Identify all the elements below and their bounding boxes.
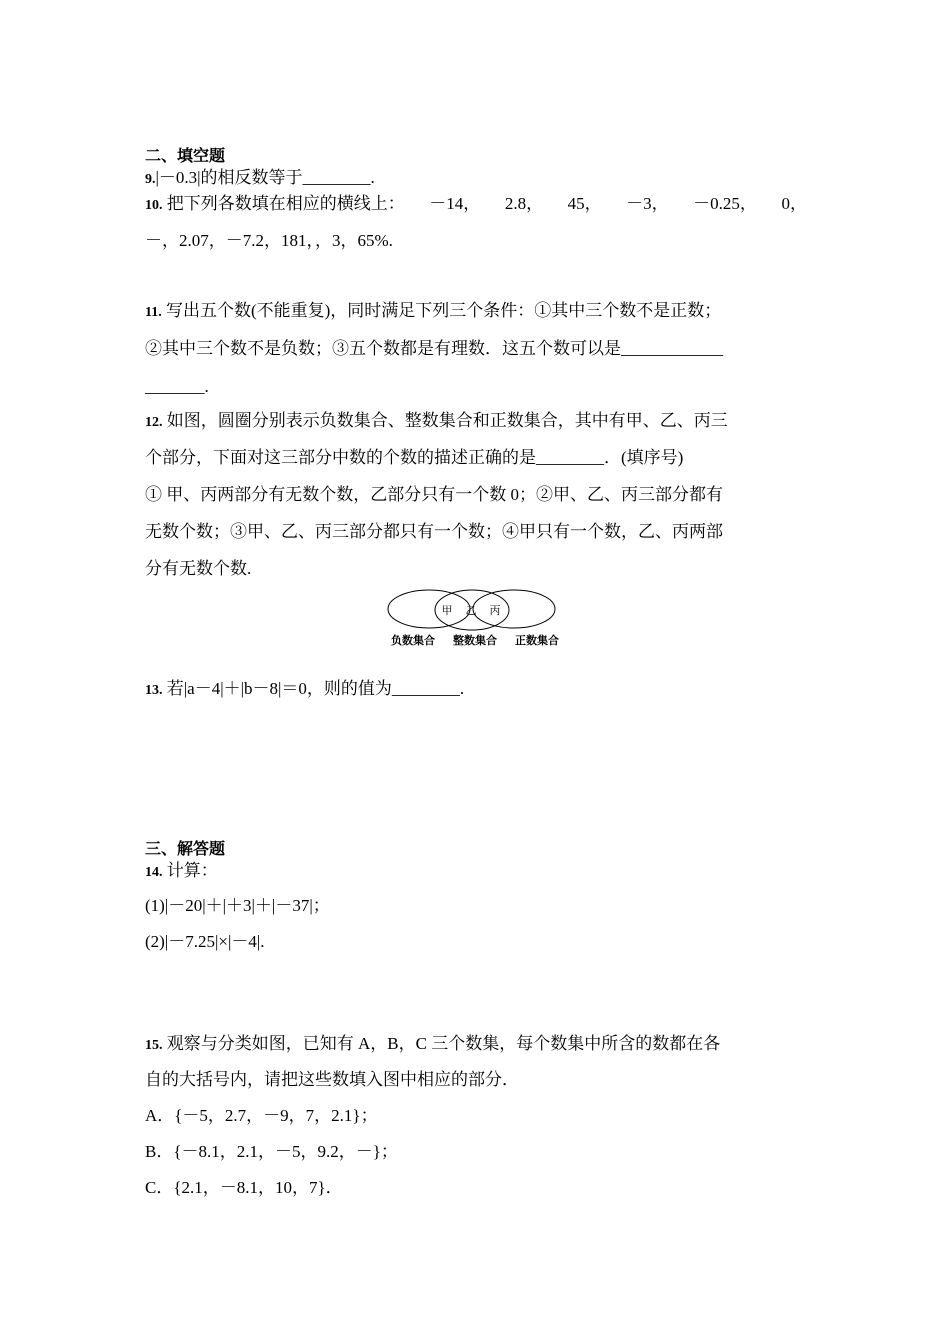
question-text: 如图，圆圈分别表示负数集合、整数集合和正数集合，其中有甲、乙、丙三 — [166, 411, 728, 430]
question-text: 把下列各数填在相应的横线上： — [166, 194, 405, 213]
region-yi: 乙 — [465, 604, 477, 617]
number-token: －3， — [626, 194, 669, 213]
question-12-line5: 分有无数个数. — [145, 559, 252, 578]
number-token: －14， — [429, 194, 481, 213]
question-number: 14. — [145, 865, 163, 880]
question-14-part1: (1)|－20|＋|＋3|＋|－37|； — [145, 896, 330, 915]
label-negative-set: 负数集合 — [391, 634, 435, 647]
question-number: 12. — [145, 415, 163, 430]
question-text: 若|a－4|＋|b－8|＝0，则的值为________. — [166, 679, 465, 698]
question-9 — [145, 167, 375, 191]
question-text: 观察与分类如图，已知有 A，B，C 三个数集，每个数集中所含的数都在各 — [166, 1034, 721, 1053]
question-15-line2: 自的大括号内，请把这些数填入图中相应的部分． — [145, 1070, 519, 1089]
label-positive-set: 正数集合 — [515, 634, 559, 647]
question-11-line3: _______. — [145, 377, 209, 396]
set-a: A．{－5，2.7，－9，7，2.1}； — [145, 1106, 378, 1125]
positive-set-ellipse — [473, 590, 555, 628]
question-text: 写出五个数(不能重复)，同时满足下列三个条件：①其中三个数不是正数； — [165, 301, 722, 320]
question-14-part2: (2)|－7.25|×|－4|. — [145, 932, 265, 951]
number-token: 2.8， — [504, 194, 544, 213]
question-11-line1 — [145, 300, 721, 324]
question-11-line2: ②其中三个数不是负数；③五个数都是有理数．这五个数可以是____________ — [145, 339, 723, 358]
number-token: －0.25， — [693, 194, 757, 213]
label-integer-set: 整数集合 — [453, 634, 497, 647]
question-13 — [145, 678, 464, 702]
question-14 — [145, 860, 218, 884]
question-12-line4: 无数个数；③甲、乙、丙三部分都只有一个数；④甲只有一个数，乙、丙两部 — [145, 522, 723, 541]
set-b: B．{－8.1，2.1，－5，9.2，－}； — [145, 1142, 398, 1161]
venn-diagram — [380, 588, 570, 650]
question-number: 15. — [145, 1038, 163, 1053]
question-text: |－0.3|的相反数等于________. — [155, 168, 375, 187]
question-number: 11. — [145, 305, 162, 320]
section-title-solve: 三、解答题 — [145, 839, 226, 858]
question-number: 9. — [145, 172, 156, 187]
question-number: 10. — [145, 198, 163, 213]
question-number: 13. — [145, 683, 163, 698]
question-12-line1 — [145, 410, 728, 434]
question-12-line2: 个部分，下面对这三部分中数的个数的描述正确的是________．(填序号) — [145, 448, 684, 467]
section-title-fill-in: 二、填空题 — [145, 146, 226, 165]
question-12-line3: ① 甲、丙两部分有无数个数，乙部分只有一个数 0；②甲、乙、丙三部分都有 — [145, 485, 723, 504]
question-text: 计算： — [166, 861, 218, 880]
number-token: 45， — [567, 194, 602, 213]
question-10-line1 — [145, 193, 807, 217]
question-10-line2: －，2.07，－7.2，181，，3，65%. — [145, 231, 393, 250]
set-c: C．{2.1，－8.1，10，7}． — [145, 1178, 343, 1197]
number-token: 0， — [781, 194, 807, 213]
region-bing: 丙 — [489, 604, 501, 617]
negative-set-ellipse — [388, 590, 470, 628]
question-15-line1 — [145, 1033, 720, 1057]
region-jia: 甲 — [441, 604, 453, 617]
